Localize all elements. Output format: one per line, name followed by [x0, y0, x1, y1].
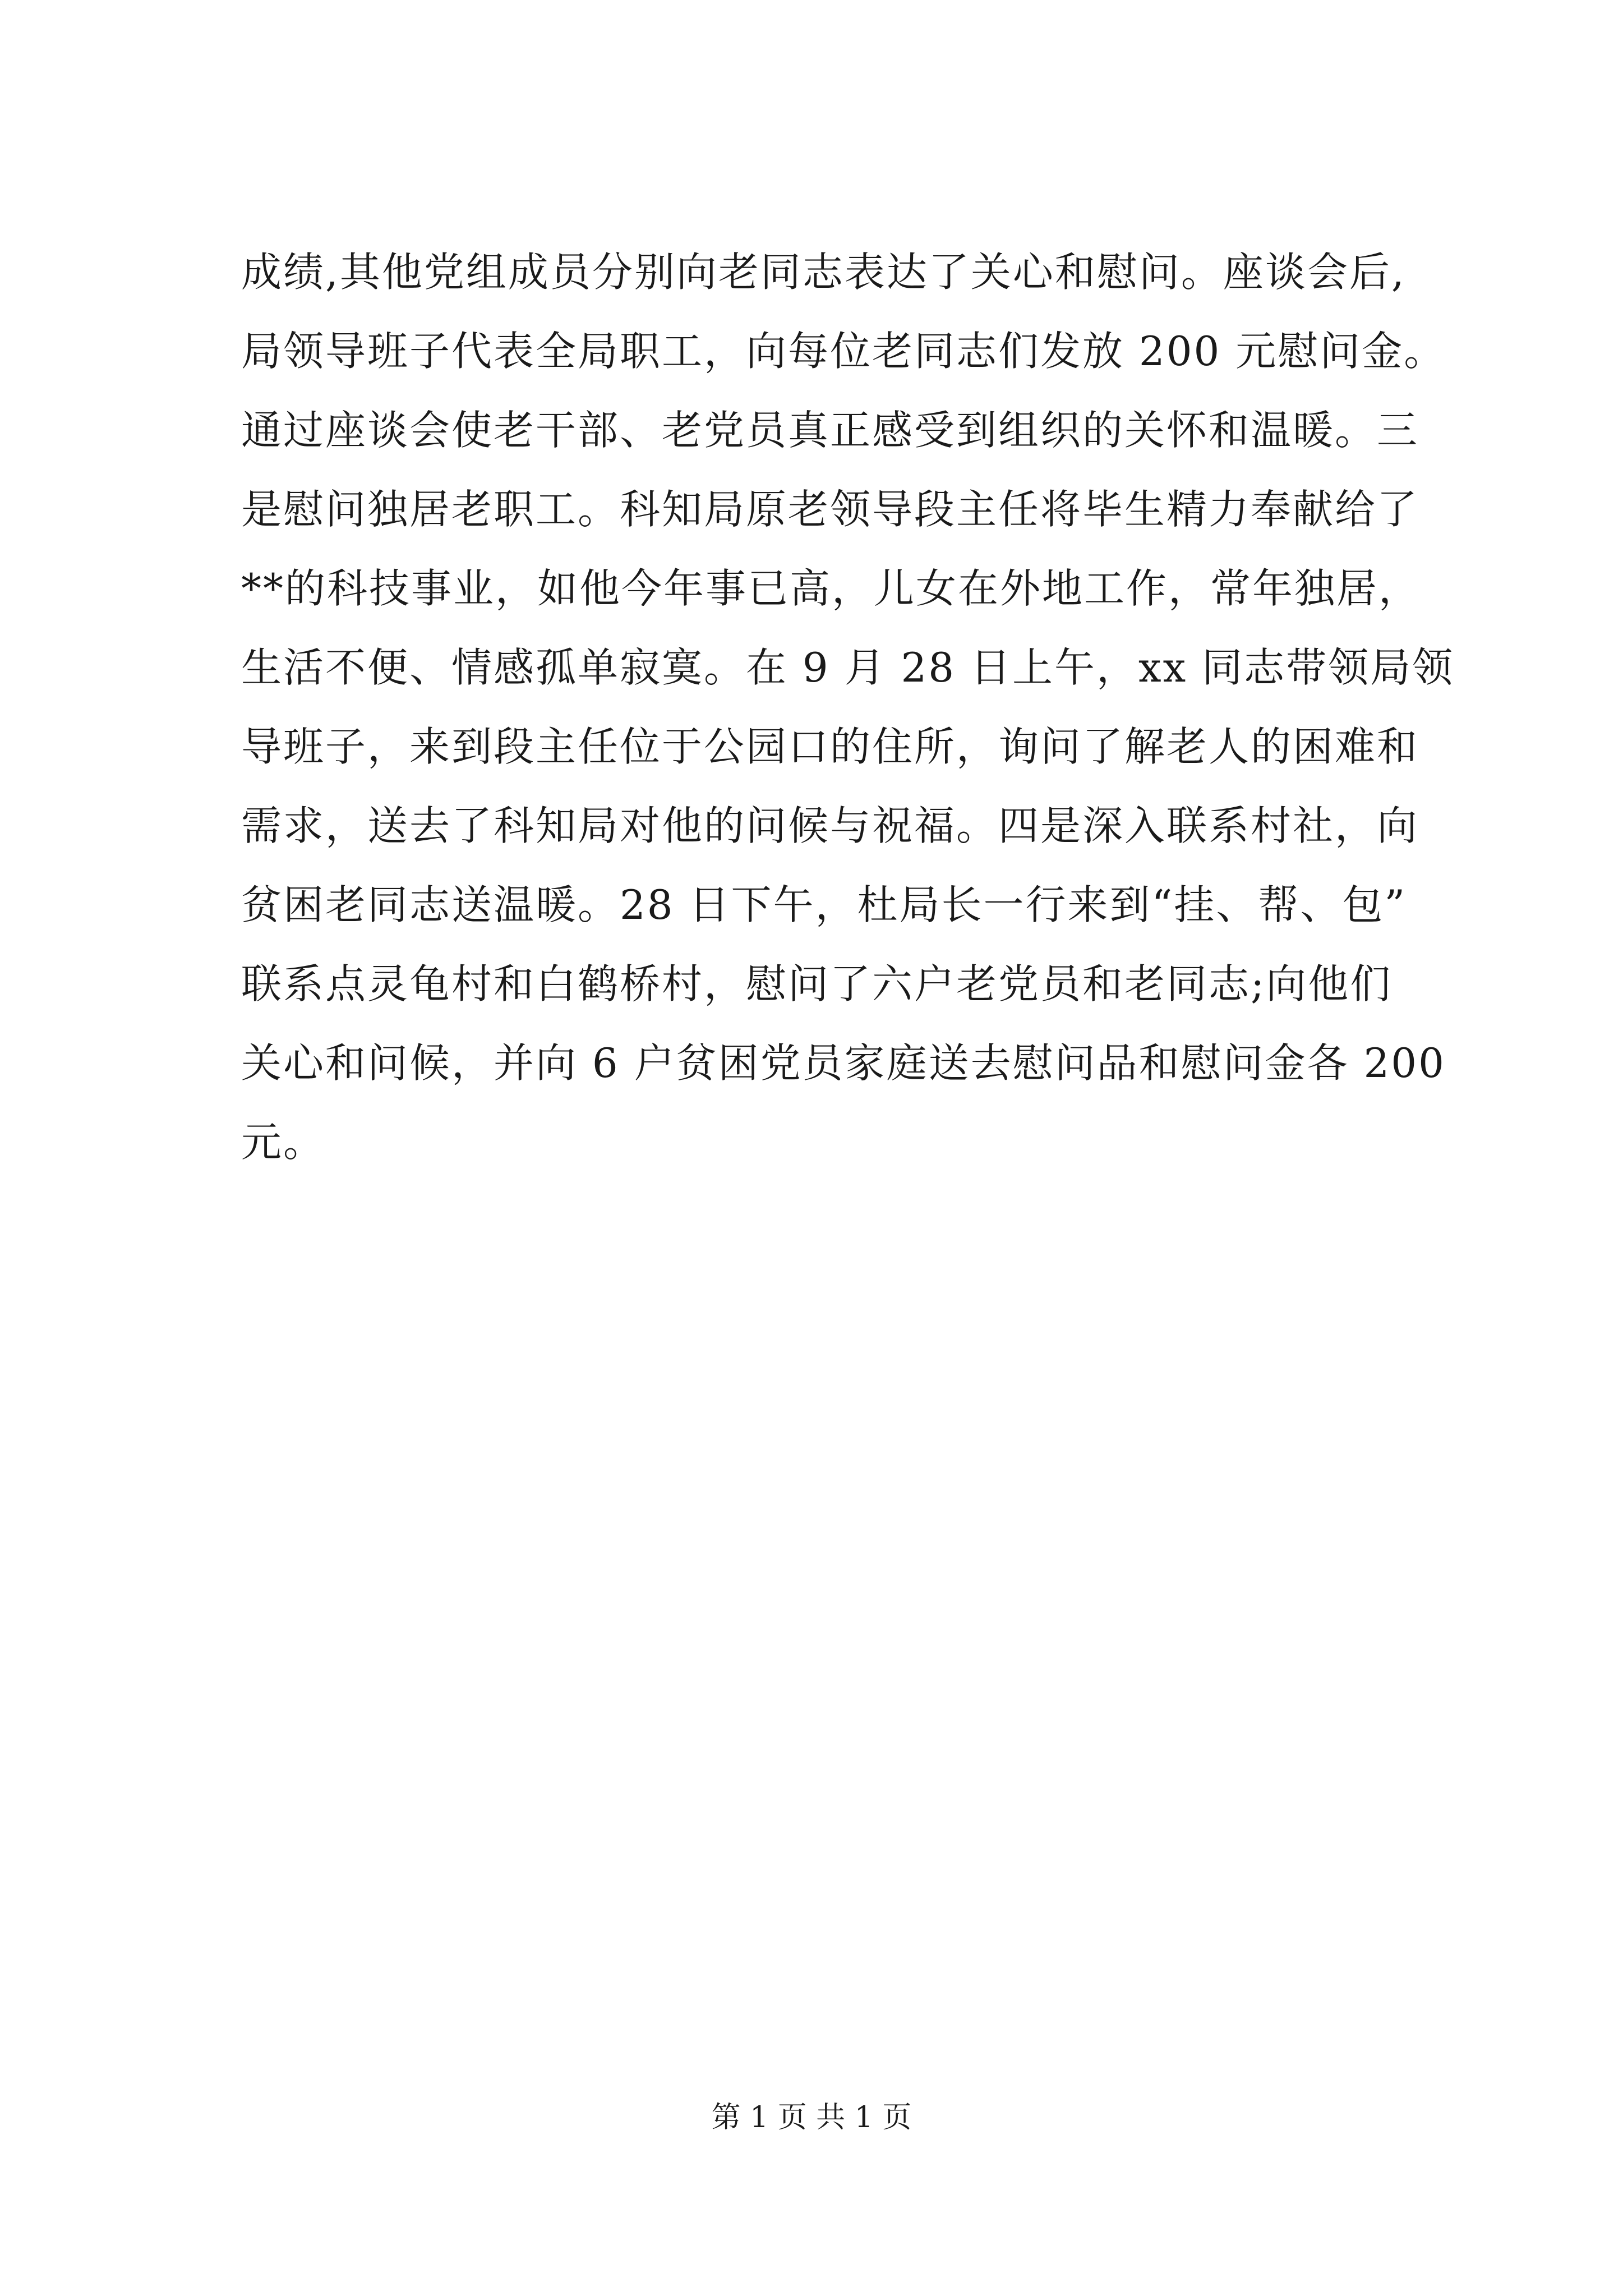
text-line: 导班子，来到段主任位于公园口的住所，询问了解老人的困难和: [241, 723, 1419, 770]
page-number-footer: 第 1 页 共 1 页: [711, 2101, 912, 2134]
document-body: [241, 233, 1455, 1182]
text-line: 元。: [241, 1119, 326, 1166]
text-line: 通过座谈会使老干部、老党员真正感受到组织的关怀和温暖。三: [241, 407, 1419, 454]
text-line: 关心和问候，并向 6 户贫困党员家庭送去慰问品和慰问金各 200: [241, 1039, 1446, 1087]
text-line: 成绩,其他党组成员分别向老同志表达了关心和慰问。座谈会后,: [241, 249, 1406, 296]
text-line: 联系点灵龟村和白鹤桥村，慰问了六户老党员和老同志;向他们: [241, 960, 1393, 1007]
text-line: 是慰问独居老职工。科知局原老领导段主任将毕生精力奉献给了: [241, 486, 1419, 533]
text-line: 生活不便、情感孤单寂寞。在 9 月 28 日上午，xx 同志带领局领: [241, 644, 1455, 691]
text-line: 需求，送去了科知局对他的问候与祝福。四是深入联系村社，向: [241, 802, 1419, 849]
text-line: 贫困老同志送温暖。28 日下午，杜局长一行来到“挂、帮、包”: [241, 881, 1407, 928]
text-line: 局领导班子代表全局职工，向每位老同志们发放 200 元慰问金。: [241, 328, 1446, 375]
text-line: **的科技事业，如他今年事已高，儿女在外地工作，常年独居，: [241, 565, 1421, 612]
